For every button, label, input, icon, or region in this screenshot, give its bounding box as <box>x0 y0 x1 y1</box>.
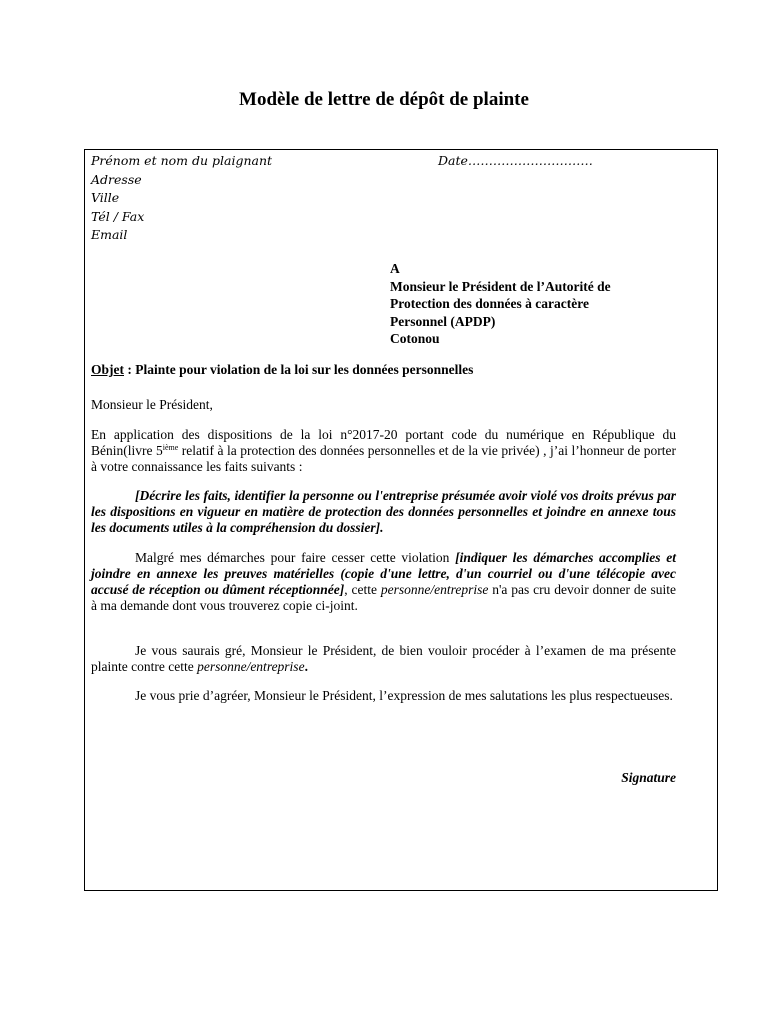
subject-label: Objet <box>91 362 124 377</box>
sender-phone-fax: Tél / Fax <box>91 208 145 224</box>
recipient-line-4: Personnel (APDP) <box>390 313 496 329</box>
paragraph-steps <box>91 550 676 614</box>
recipient-line-3: Protection des données à caractère <box>390 296 589 311</box>
sender-city: Ville <box>91 190 120 205</box>
paragraph-request <box>91 643 676 675</box>
paragraph-steps-instruction: [indiquer les démarches accomplies et joindre en annexe les preuves matérielles (copie d'une lettre, d'un courriel ou d'une télécopie avec accusé de réception ou dûment réceptionnée] <box>91 550 676 597</box>
subject-text: : Plainte pour violation de la loi sur les données personnelles <box>124 362 474 377</box>
paragraph-steps-part-1: Malgré mes démarches pour faire cesser cette violation <box>135 550 456 565</box>
date-line: Date………………………… <box>438 153 593 168</box>
sender-name: Prénom et nom du plaignant <box>91 153 273 168</box>
sender-block <box>91 152 272 245</box>
paragraph-steps-part-2: , cette <box>344 582 381 597</box>
paragraph-facts-instruction: [Décrire les faits, identifier la personne ou l'entreprise présumée avoir violé vos droits prévus par les dispositions en vigueur en matière de protection des données personnelles et joindre en annexe tous les documents utiles à la compréhension du dossier]. <box>91 488 676 535</box>
recipient-line-1: A <box>390 261 400 276</box>
salutation: Monsieur le Président, <box>91 397 213 412</box>
signature-label: Signature <box>621 770 676 785</box>
page-title: Modèle de lettre de dépôt de plainte <box>239 89 529 110</box>
paragraph-application <box>91 427 676 475</box>
recipient-line-2: Monsieur le Président de l’Autorité de <box>390 278 611 294</box>
paragraph-steps-entity: personne/entreprise <box>380 582 489 597</box>
paragraph-request-part-2: . <box>304 659 308 674</box>
paragraph-application-part-1: En application des dispositions de la loi n°2017-20 portant code du numérique en République du Bénin(livre 5 <box>91 427 676 458</box>
paragraph-request-entity: personne/entreprise <box>197 659 305 674</box>
paragraph-request-part-1: Je vous saurais gré, Monsieur le Président, de bien vouloir procéder à l’examen de ma présente plainte contre cette <box>91 643 676 674</box>
superscript-ieme: ième <box>162 443 179 452</box>
paragraph-application-part-2: relatif à la protection des données personnelles et de la vie privée) , j’ai l’honneur de porter à votre connaissance les faits suivants : <box>91 443 676 474</box>
recipient-line-5: Cotonou <box>390 331 440 346</box>
sender-address: Adresse <box>91 171 142 187</box>
sender-email: Email <box>91 227 128 242</box>
subject-line <box>91 362 473 378</box>
recipient-block <box>390 260 611 348</box>
paragraph-closing: Je vous prie d’agréer, Monsieur le Président, l’expression de mes salutations les plus respectueuses. <box>135 688 673 703</box>
paragraph-steps-part-3: n'a pas cru devoir donner de suite à ma demande dont vous trouverez copie ci-joint. <box>91 582 676 613</box>
